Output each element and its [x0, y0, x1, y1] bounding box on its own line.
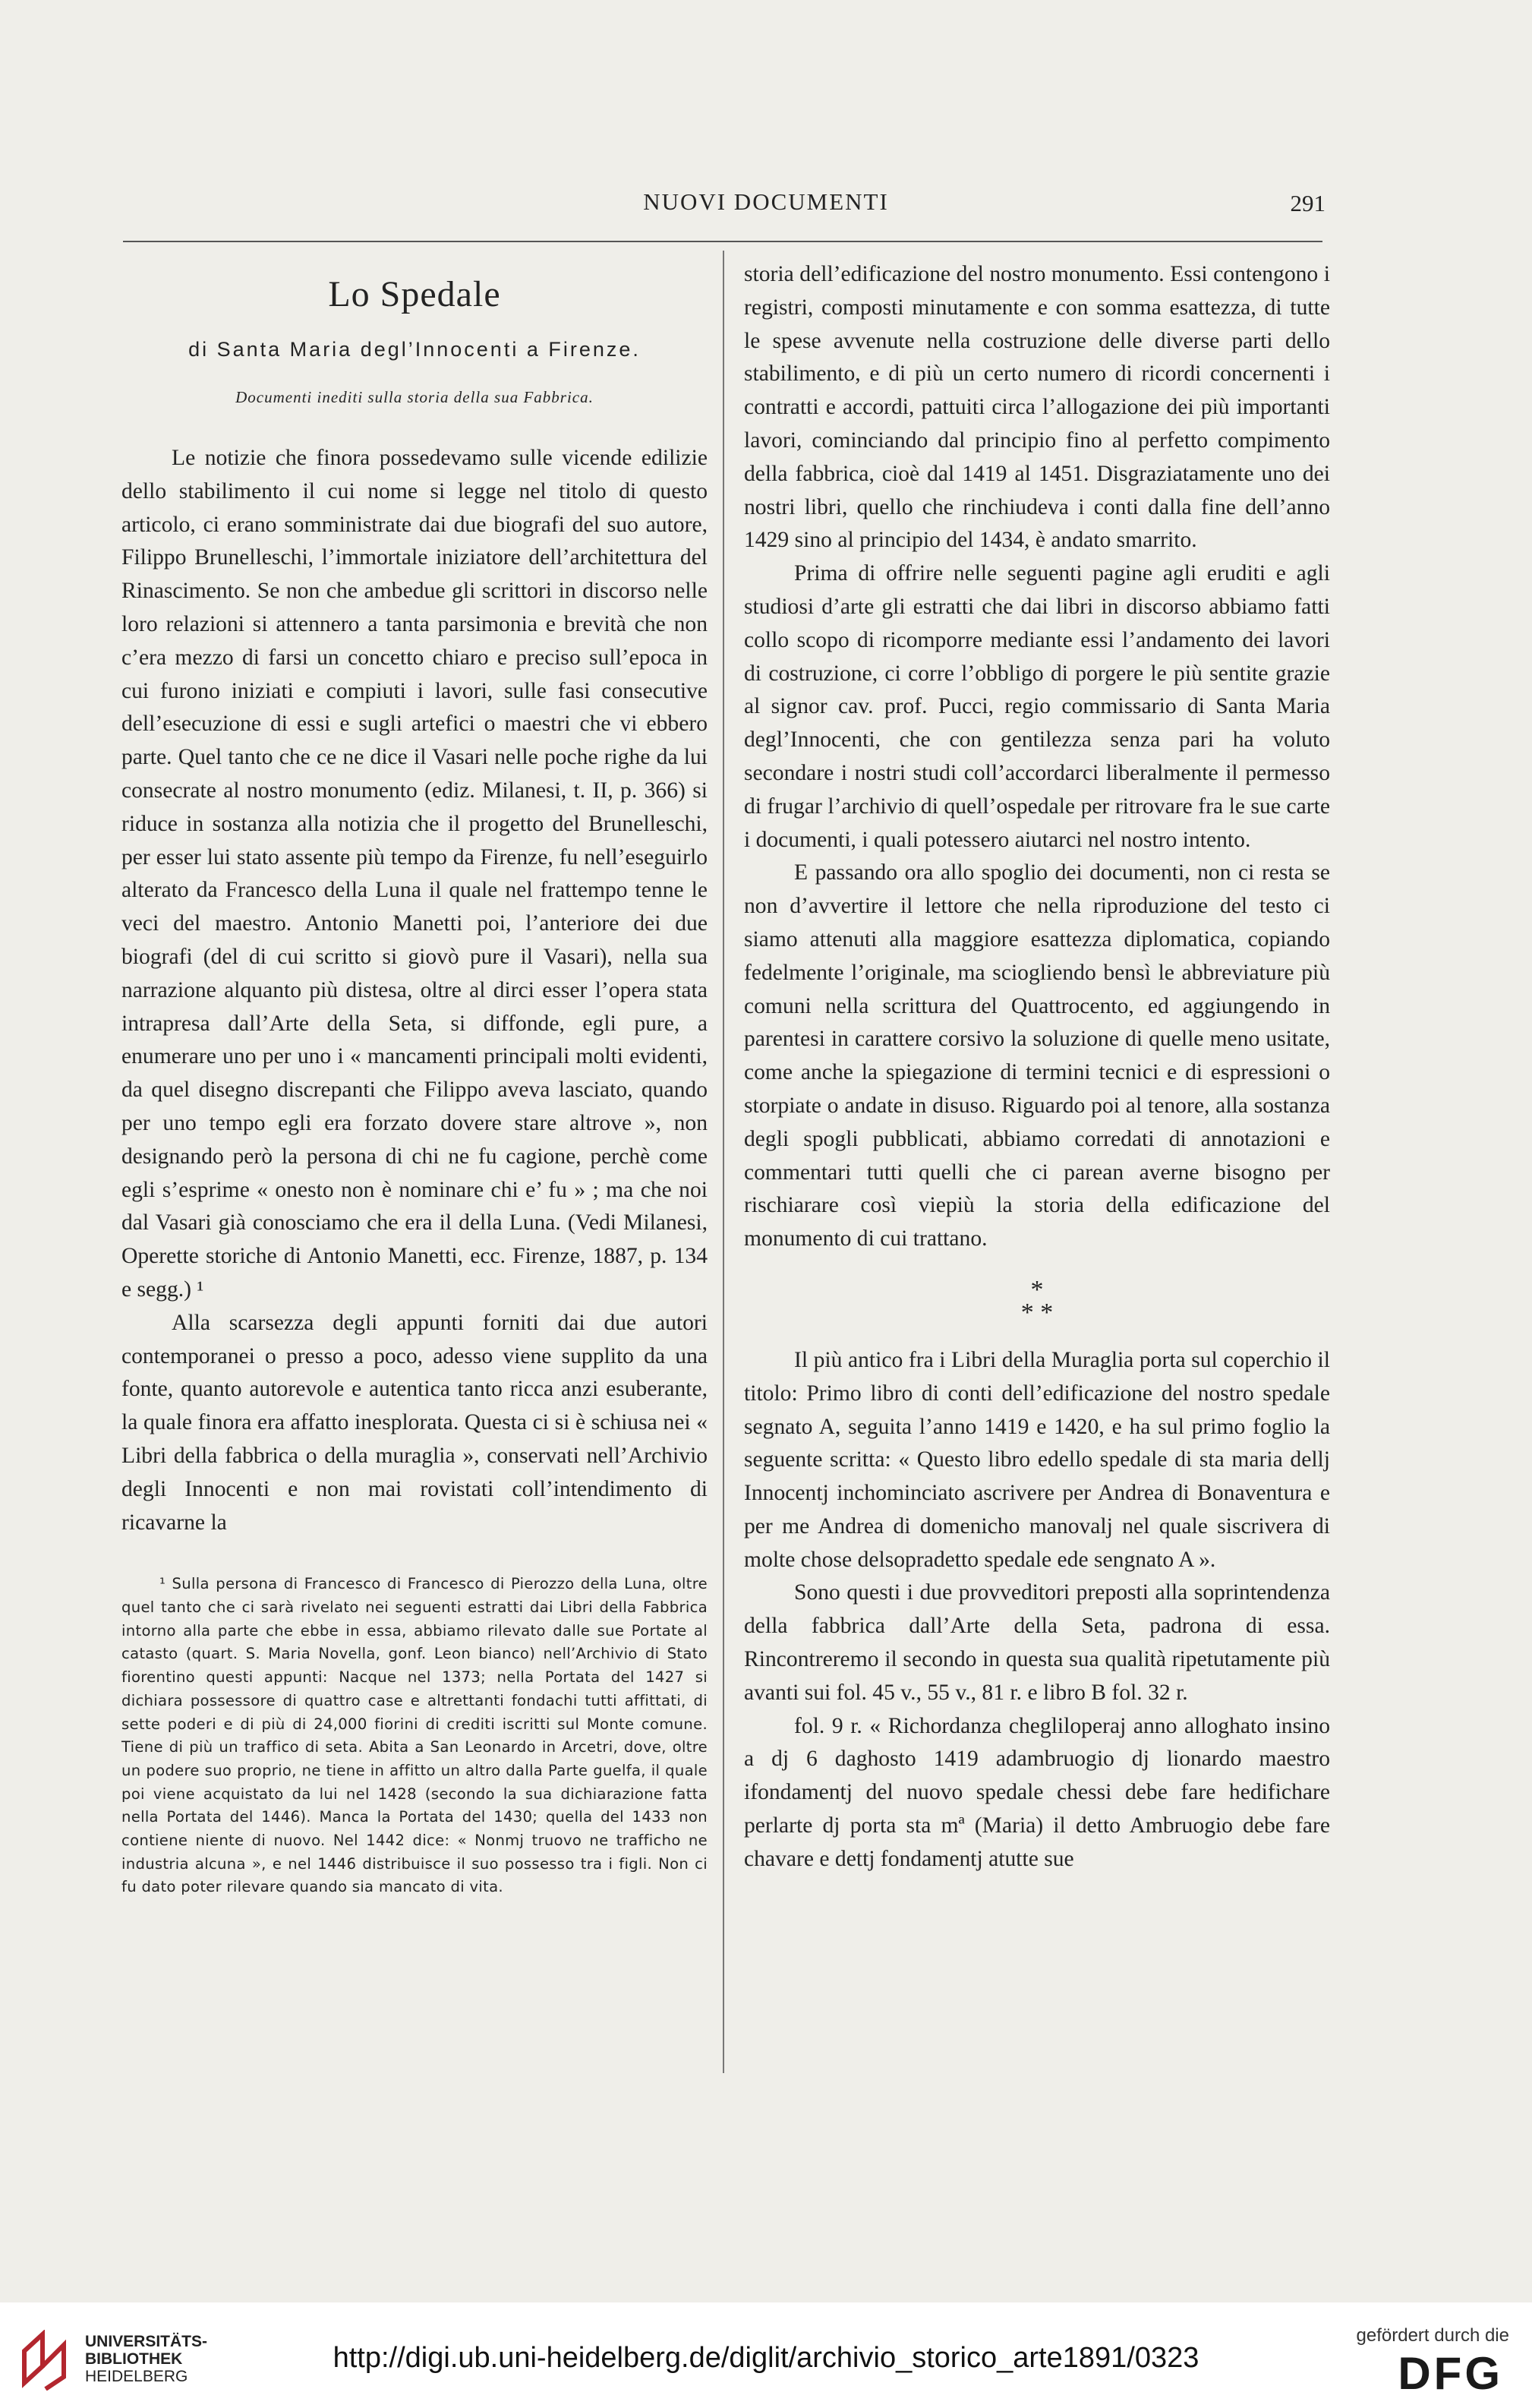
- paragraph: Alla scarsezza degli appunti forniti dai due autori contemporanei o presso a poco, adesso viene supplito da una fonte, quanto autorevole e autentica tanto ricca anzi esuberante, la quale finora era affatto inesplorata. Questa ci si è schiusa nei « Libri della fabbrica o della muraglia », conservati nell’Archivio degli Innocenti e non mai rovistati coll’intendimento di ricavarne la: [121, 1310, 708, 1535]
- running-head: NUOVI DOCUMENTI: [643, 188, 889, 215]
- institution-line: UNIVERSITÄTS-: [85, 2333, 208, 2350]
- dfg-logo: DFG: [1398, 2348, 1503, 2399]
- funder-label: gefördert durch die: [1356, 2325, 1509, 2346]
- asterism-top: *: [1030, 1275, 1044, 1304]
- asterism-bottom: * *: [1020, 1298, 1054, 1327]
- section-asterism: [744, 1275, 1330, 1327]
- paragraph: Prima di offrire nelle seguenti pagine agli eruditi e agli studiosi d’arte gli estratti che dai libri in discorso abbiamo fatti collo scopo di ricomporre mediante essi l’andamento dei lavori di costruzione, ci corre l’obbligo di porgere le più sentite grazie al signor cav. prof. Pucci, regio commissario di Santa Maria degl’Innocenti, che con gentilezza senza pari ha voluto secondare i nostri studi coll’accordarci liberalmente il permesso di frugar l’archivio di quell’ospedale per ritrovare fra le sue carte i documenti, i quali potessero aiutarci nel nostro intento.: [744, 561, 1330, 852]
- institution-line: BIBLIOTHEK: [85, 2350, 183, 2368]
- column-divider: [723, 251, 724, 2073]
- source-url-link[interactable]: http://digi.ub.uni-heidelberg.de/diglit/archivio_storico_arte1891/0323: [333, 2342, 1199, 2374]
- paragraph: Le notizie che finora possedevamo sulle vicende edilizie dello stabilimento il cui nome si legge nel titolo di questo articolo, ci erano somministrate dai due biografi del suo autore, Filippo Brunelleschi, l’immortale iniziatore dell’architettura del Rinascimento. Se non che ambedue gli scrittori in discorso nelle loro relazioni si attennero a tanta parsimonia e brevità che non c’era mezzo di farsi un concetto chiaro e preciso sull’epoca in cui furono iniziati e compiuti i lavori, sulle fasi consecutive dell’esecuzione di essi e sugli artefici o maestri che vi ebbero parte. Quel tanto che ce ne dice il Vasari nelle poche righe da lui consecrate al nostro monumento (ediz. Milanesi, t. II, p. 366) si riduce in sostanza alla notizia che il progetto del Brunelleschi, per esser lui stato assente più tempo da Firenze, fu nell’eseguirlo alterato da Francesco della Luna il quale nel frattempo tenne le veci del maestro. Antonio Manetti poi, l’anteriore dei due biografi (del di cui scritto si giovò pure il Vasari), nella sua narrazione alquanto più distesa, oltre al dirci esser l’opera stata intrapresa dall’Arte della Seta, si diffonde, egli pure, a enumerare uno per uno i « mancamenti principali molti evidenti, da quel disegno discrepanti che Filippo aveva lasciato, quando per uno tempo egli era forzato dovere stare altrove », non designando però la persona di chi ne fu cagione, perchè come egli s’esprime « onesto non è nominare chi e’ fu » ; ma che noi dal Vasari già conosciamo che era il della Luna. (Vedi Milanesi, Operette storiche di Antonio Manetti, ecc. Firenze, 1887, p. 134 e segg.) ¹: [121, 446, 708, 1302]
- page-number: 291: [1290, 190, 1326, 216]
- paragraph: fol. 9 r. « Richordanza chegliloperaj anno alloghato insino a dj 6 daghosto 1419 adambruogio dj lionardo maestro ifondamentj del nuovo spedale chessi debe fare hedifichare perlarte dj porta sta mª (Maria) il detto Ambruogio debe fare chavare e dettj fondamentj atutte sue: [744, 1713, 1330, 1871]
- article-subtitle: di Santa Maria degl’Innocenti a Firenze.: [188, 338, 641, 361]
- paragraph: E passando ora allo spoglio dei documenti, non ci resta se non d’avvertire il lettore che nella riproduzione del testo ci siamo attenuti alla maggiore esattezza diplomatica, copiando fedelmente l’originale, ma sciogliendo bensì le abbreviature più comuni nella scrittura del Quattrocento, ed aggiungendo in parentesi in carattere corsivo la soluzione di quelle meno usitate, come anche la spiegazione di termini tecnici e di espressioni o storpiate o andate in disuso. Riguardo poi al tenore, alla sostanza degli spogli pubblicati, abbiamo corredati di annotazioni e commentari tutti quelli che ci parean averne bisogno per rischiarare così viepiù la storia della edificazione del monumento di cui trattano.: [744, 860, 1330, 1251]
- left-column: [121, 258, 708, 1899]
- footnote: [121, 1573, 708, 1899]
- paragraph: Sono questi i due provveditori preposti alla soprintendenza della fabbrica dall’Arte della Seta, padrona di essa. Rincontreremo il secondo in questa sua qualità ripetutamente più avanti sui fol. 45 v., 55 v., 81 r. e libro B fol. 32 r.: [744, 1580, 1330, 1705]
- article-title: Lo Spedale: [328, 274, 501, 314]
- footnote-text: ¹ Sulla persona di Francesco di Francesco di Pierozzo della Luna, oltre quel tanto che ci sarà rivelato nei seguenti estratti dai Libri della Fabbrica intorno alla parte che ebbe in essa, abbiamo rilevato dalle sue Portate al catasto (quart. S. Maria Novella, gonf. Leon bianco) nell’Archivio di Stato fiorentino questi appunti: Nacque nel 1373; nella Portata del 1427 si dichiara possessore di quattro case e altrettanti fondachi tutti affittati, di sette poderi e di più di 24,000 fiorini di crediti iscritti sul Monte comune. Tiene di più un traffico di seta. Abita a San Leonardo in Arcetri, dove, oltre un podere suo proprio, ne tiene in affitto un altro dalla Parte guelfa, il quale poi viene acquistato da lui nel 1428 (secondo la sua dichiarazione fatta nella Portata del 1446). Manca la Portata del 1430; quella del 1433 non contiene niente di nuovo. Nel 1442 dice: « Nonmj truovo ne trafficho ne industria alcuna », e nel 1446 distribuisce il suo possesso tra i figli. Non ci fu dato poter rilevare quando sia mancato di vita.: [121, 1575, 708, 1896]
- right-column: [744, 258, 1330, 1876]
- institution-line: HEIDELBERG: [85, 2368, 188, 2385]
- paragraph: Il più antico fra i Libri della Muraglia porta sul coperchio il titolo: Primo libro di conti dell’edificazione del nostro spedale segnato A, seguita l’anno 1419 e 1420, e ha sul primo foglio la seguente scritta: « Questo libro edello spedale di sta maria dellj Innocentj inchominciato ascrivere per Andrea di Bonaventura e per me Andrea di domenicho manovalj nel quale siscrivera di molte chose delsopradetto spedale ede sengnato A ».: [744, 1347, 1330, 1572]
- header-rule: [123, 241, 1322, 242]
- article-description: Documenti inediti sulla storia della sua Fabbrica.: [235, 388, 594, 406]
- digitization-footer: [0, 2302, 1532, 2408]
- paragraph: storia dell’edificazione del nostro monumento. Essi contengono i registri, composti minutamente e con somma esattezza, di tutte le spese avvenute nella costruzione delle diverse parti dello stabilimento, e di più un certo numero di ricordi concernenti i contratti e accordi, pattuiti circa l’allogazione dei più importanti lavori, cominciando dal principio fino al perfetto compimento della fabbrica, cioè dal 1419 al 1451. Disgraziatamente uno dei nostri libri, quello che rinchiudeva i conti dalla fine dell’anno 1429 sino al principio del 1434, è andato smarrito.: [744, 262, 1330, 553]
